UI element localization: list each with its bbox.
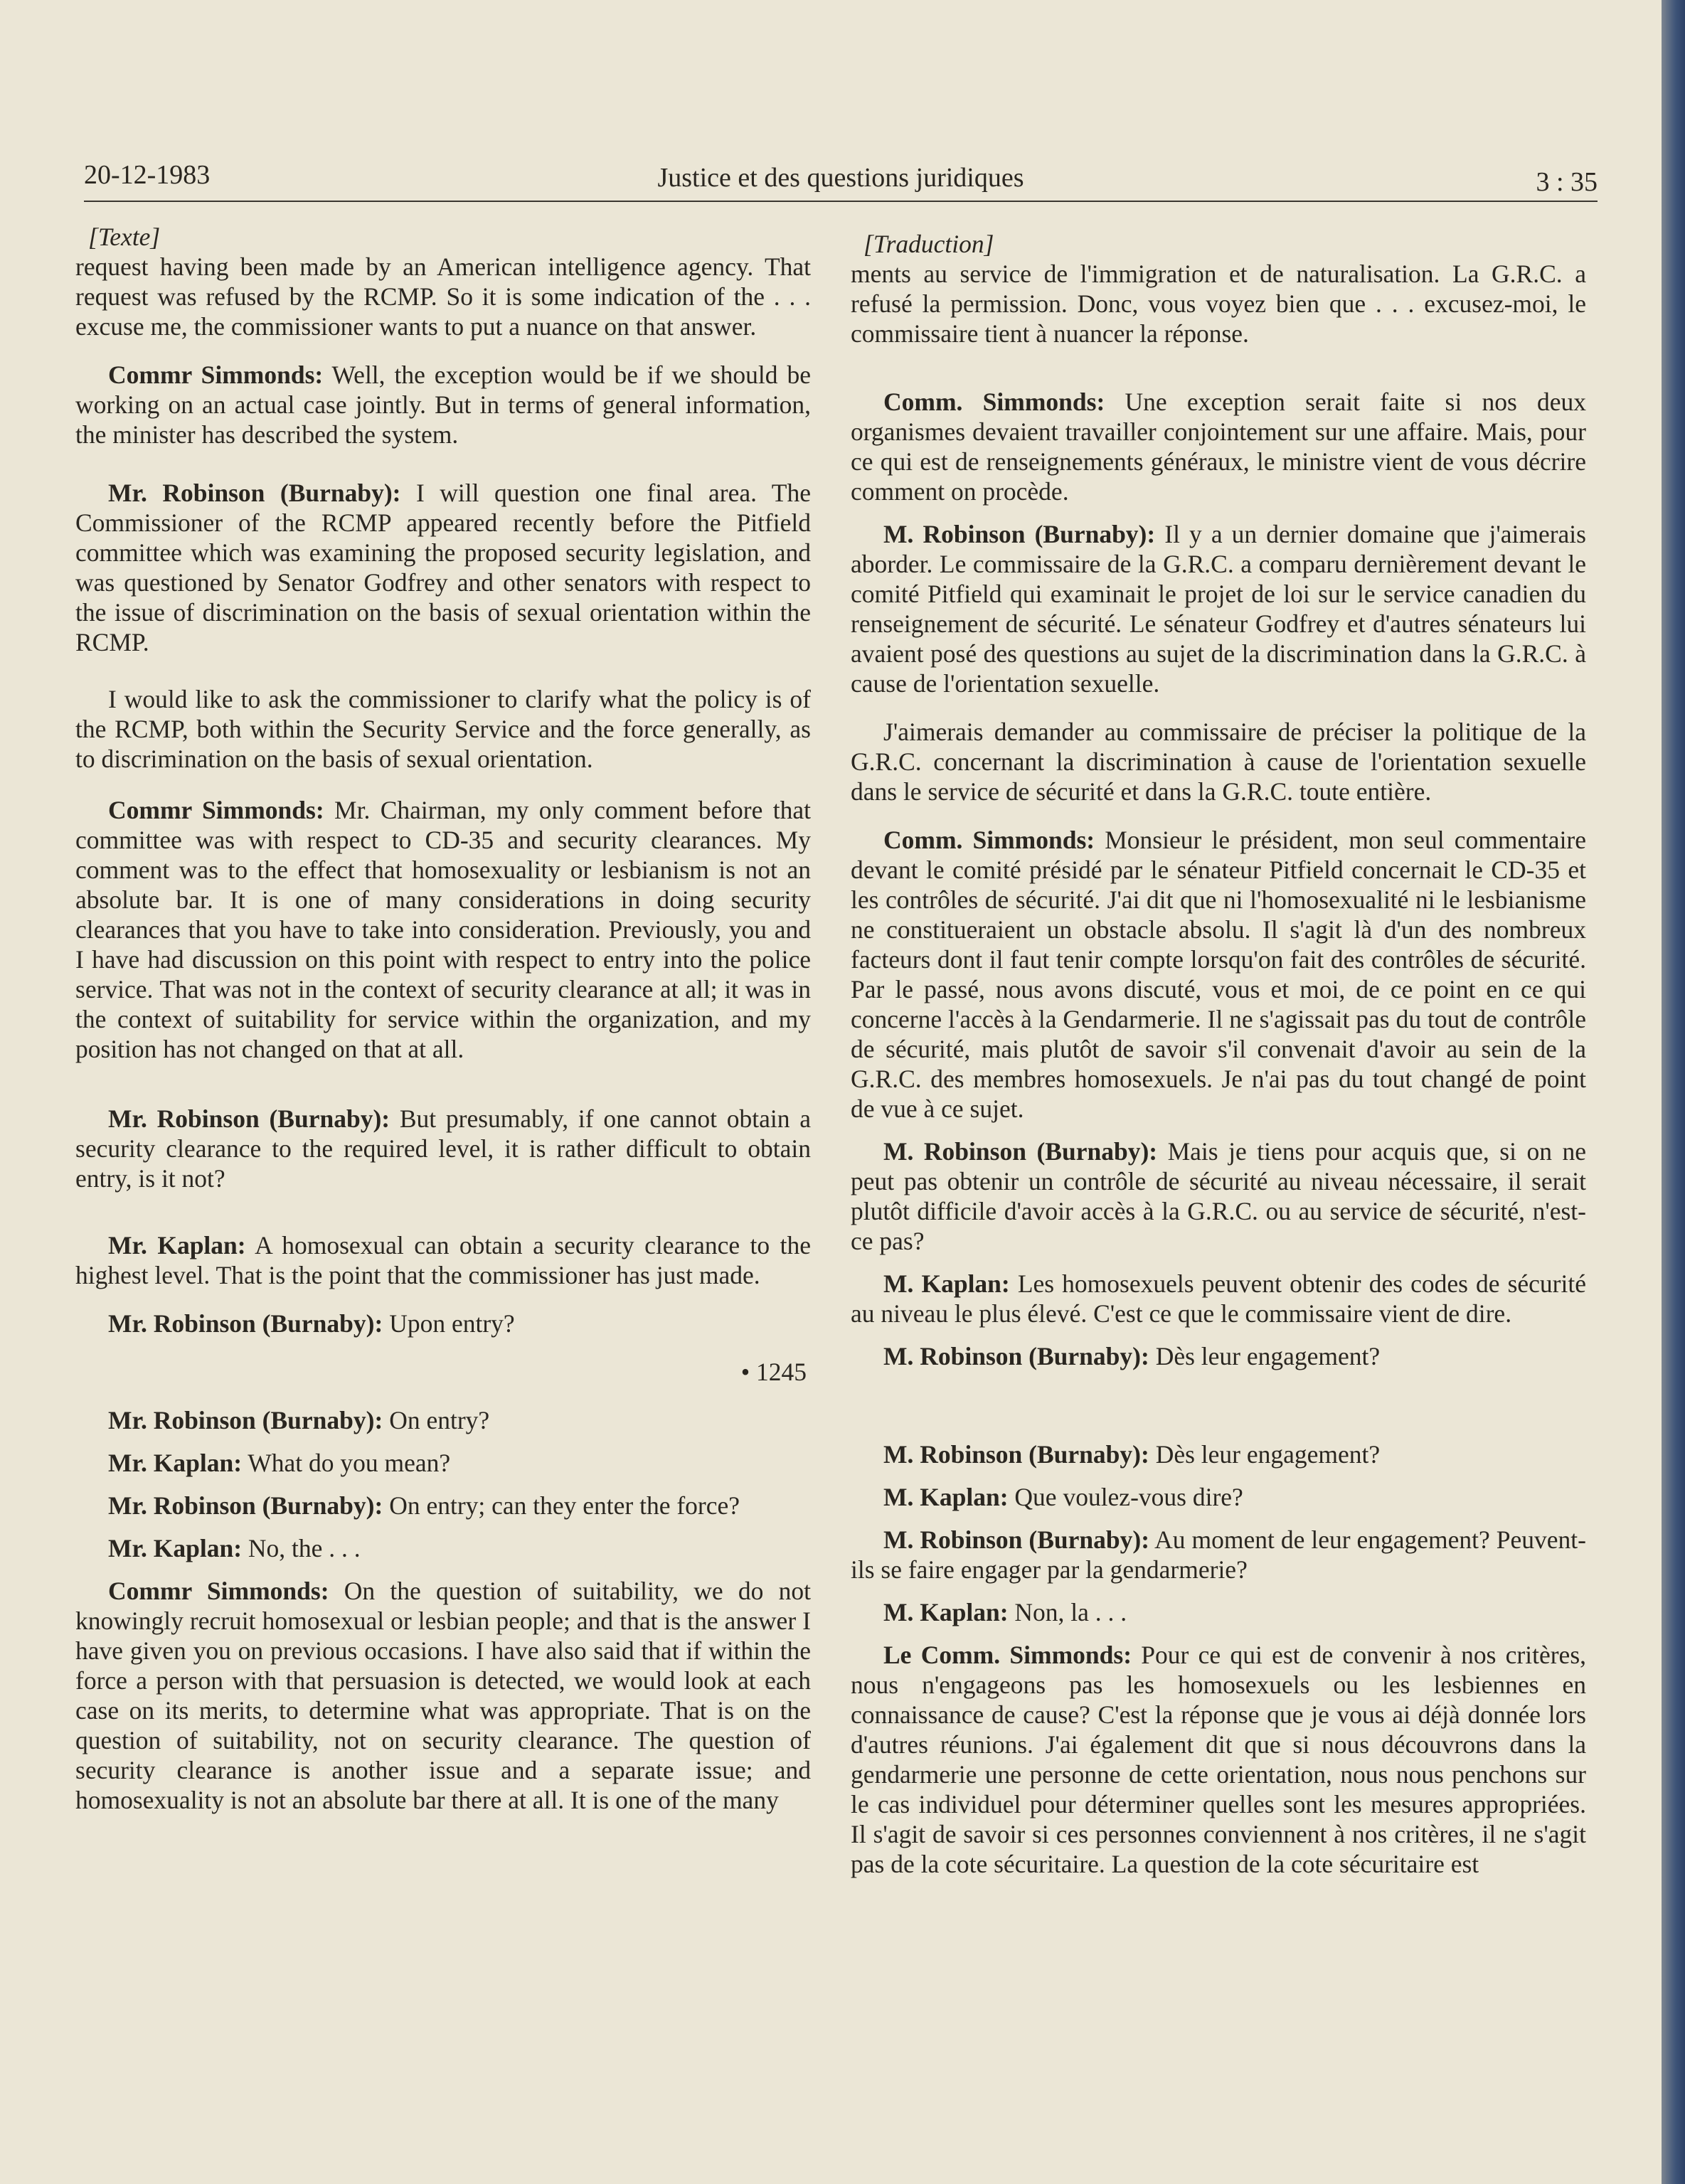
speaker-name: M. Robinson (Burnaby): bbox=[883, 1440, 1149, 1469]
paragraph bbox=[75, 1491, 811, 1520]
book-spine-edge bbox=[1662, 0, 1685, 2184]
speech-text: On the question of suitability, we do not knowingly recruit homosexual or lesbian people; and that is the answer I have given you on previous occasions. I have also said that if within the force a person with that persuasion is detected, we would look at each case on its merits, to determine what was appropriate. That is on the question of suitability, not on security clearance. The question of security clearance is another issue and a separate issue; and homosexuality is not an absolute bar there at all. It is one of the many bbox=[75, 1577, 811, 1814]
header-title: Justice et des questions juridiques bbox=[657, 163, 1024, 193]
paragraph bbox=[75, 1576, 811, 1815]
speaker-name: M. Kaplan: bbox=[883, 1269, 1010, 1298]
paragraph: request having been made by an American intelligence agency. That request was refused by the RCMP. So it is some indication of the . . . excuse me, the commissioner wants to put a nuance on that answer. bbox=[75, 252, 811, 341]
speech-text: Monsieur le président, mon seul commentaire devant le comité présidé par le sénateur Pitfield concernait le CD-35 et les contrôles de sécurité. J'ai dit que ni l'homosexualité ni le lesbianisme ne constitueraient un obstacle absolu. Il s'agit là d'un des nombreux facteurs dont il faut tenir compte lorsqu'on fait des contrôles de sécurité. Par le passé, nous avons discuté, vous et moi, de ce point en ce qui concerne l'accès à la Gendarmerie. Il ne s'agissait pas du tout de contrôle de sécurité, mais plutôt de savoir s'il convenait d'avoir au sein de la G.R.C. des membres homosexuels. Je n'ai pas du tout changé de point de vue à ce sujet. bbox=[851, 826, 1587, 1123]
header-page-number: 3 : 35 bbox=[1536, 167, 1598, 197]
speech-text: Une exception serait faite si nos deux organismes devaient travailler conjointement sur une affaire. Mais, pour ce qui est de renseignements généraux, le ministre vient de vous décrire comment on procède. bbox=[851, 388, 1586, 506]
paragraph: ments au service de l'immigration et de naturalisation. La G.R.C. a refusé la permission. Donc, vous voyez bien que . . . excusez-moi, le commissaire tient à nuancer la réponse. bbox=[851, 260, 1586, 348]
paragraph bbox=[851, 519, 1586, 698]
paragraph bbox=[75, 795, 811, 1064]
paragraph bbox=[851, 1269, 1586, 1328]
paragraph bbox=[851, 1341, 1586, 1371]
header-rule bbox=[84, 201, 1598, 202]
speech-text: I will question one final area. The Commissioner of the RCMP appeared recently before the Pitfield committee which was examining the proposed security legislation, and was questioned by Senator Godfrey and other senators with respect to the issue of discrimination on the basis of sexual orientation within the RCMP. bbox=[75, 479, 811, 656]
speech-text: Il y a un dernier domaine que j'aimerais aborder. Le commissaire de la G.R.C. a comparu dernièrement devant le comité Pitfield qui examinait le projet de loi sur le service canadien du renseignement de sécurité. Le sénateur Godfrey et d'autres sénateurs lui avaient posé des questions au sujet de la discrimination dans la G.R.C. à cause de l'orientation sexuelle. bbox=[851, 520, 1586, 698]
speech-text: What do you mean? bbox=[242, 1449, 451, 1477]
speech-text: Upon entry? bbox=[383, 1309, 515, 1338]
paragraph: J'aimerais demander au commissaire de préciser la politique de la G.R.C. concernant la discrimination à cause de l'orientation sexuelle dans le service de sécurité et dans la G.R.C. toute entière. bbox=[851, 718, 1586, 806]
paragraph bbox=[851, 1136, 1586, 1256]
speech-text: On entry? bbox=[383, 1406, 490, 1434]
speaker-name: Mr. Robinson (Burnaby): bbox=[108, 1309, 383, 1338]
paragraph bbox=[75, 1309, 811, 1338]
page-header bbox=[84, 156, 1598, 196]
paragraph bbox=[75, 1448, 811, 1478]
paragraph: I would like to ask the commissioner to clarify what the policy is of the RCMP, both within the Security Service and the force generally, as to discrimination on the basis of sexual orientation. bbox=[75, 685, 811, 773]
speaker-name: Mr. Kaplan: bbox=[108, 1534, 243, 1562]
paragraph bbox=[75, 1104, 811, 1193]
column-label: [Texte] bbox=[88, 223, 161, 251]
speaker-name: Mr. Robinson (Burnaby): bbox=[108, 1104, 390, 1133]
french-column bbox=[851, 229, 1586, 1879]
speech-text: But presumably, if one cannot obtain a security clearance to the required level, it is rather difficult to obtain entry, is it not? bbox=[75, 1104, 811, 1193]
paragraph bbox=[75, 1533, 811, 1563]
speech-text: Well, the exception would be if we should be working on an actual case jointly. But in terms of general information, the minister has described the system. bbox=[75, 361, 811, 449]
speech-text: Au moment de leur engagement? Peuvent-ils se faire engager par la gendarmerie? bbox=[851, 1525, 1586, 1584]
speaker-name: M. Robinson (Burnaby): bbox=[883, 520, 1156, 548]
speech-text: No, the . . . bbox=[242, 1534, 361, 1562]
speaker-name: Mr. Kaplan: bbox=[108, 1231, 246, 1259]
speaker-name: M. Robinson (Burnaby): bbox=[883, 1342, 1149, 1370]
paragraph bbox=[851, 1439, 1586, 1469]
paragraph bbox=[75, 1230, 811, 1290]
paragraph bbox=[851, 387, 1586, 506]
speaker-name: Mr. Robinson (Burnaby): bbox=[108, 1491, 383, 1520]
speaker-name: M. Robinson (Burnaby): bbox=[883, 1525, 1150, 1554]
speaker-name: Mr. Kaplan: bbox=[108, 1449, 243, 1477]
speaker-name: Comm. Simmonds: bbox=[883, 388, 1105, 416]
speech-text: Dès leur engagement? bbox=[1149, 1440, 1381, 1469]
english-column bbox=[75, 222, 811, 1815]
time-marker: • 1245 bbox=[740, 1358, 807, 1386]
speaker-name: Mr. Robinson (Burnaby): bbox=[108, 1406, 383, 1434]
column-label: [Traduction] bbox=[863, 230, 994, 258]
paragraph bbox=[851, 1597, 1586, 1627]
paragraph bbox=[75, 360, 811, 449]
paragraph bbox=[851, 1482, 1586, 1512]
speech-text: A homosexual can obtain a security clearance to the highest level. That is the point that the commissioner has just made. bbox=[75, 1231, 811, 1289]
speaker-name: M. Kaplan: bbox=[883, 1598, 1009, 1626]
speaker-name: M. Kaplan: bbox=[883, 1483, 1009, 1511]
speech-text: Dès leur engagement? bbox=[1149, 1342, 1381, 1370]
speech-text: Non, la . . . bbox=[1008, 1598, 1127, 1626]
speaker-name: Le Comm. Simmonds: bbox=[883, 1641, 1132, 1669]
speaker-name: Mr. Robinson (Burnaby): bbox=[108, 479, 401, 507]
paragraph bbox=[851, 825, 1586, 1124]
speaker-name: Commr Simmonds: bbox=[108, 1577, 329, 1605]
header-date: 20-12-1983 bbox=[84, 160, 211, 190]
paragraph bbox=[851, 1525, 1586, 1584]
paragraph bbox=[75, 1405, 811, 1435]
speech-text: On entry; can they enter the force? bbox=[383, 1491, 740, 1520]
speaker-name: M. Robinson (Burnaby): bbox=[883, 1137, 1158, 1166]
speaker-name: Commr Simmonds: bbox=[108, 361, 324, 389]
speech-text: Les homosexuels peuvent obtenir des codes de sécurité au niveau le plus élevé. C'est ce que le commissaire vient de dire. bbox=[851, 1269, 1586, 1328]
speech-text: Pour ce qui est de convenir à nos critères, nous n'engageons pas les homosexuels ou les lesbiennes en connaissance de cause? C'est la réponse que je vous ai déjà donnée lors d'autres réunions. J'ai également dit que si nous découvrons dans la gendarmerie une personne de cette orientation, nous nous penchons sur le cas individuel pour déterminer quelles sont les mesures appropriées. Il s'agit de savoir si ces personnes conviennent à nos critères, il ne s'agit pas de la cote sécuritaire. La question de la cote sécuritaire est bbox=[851, 1641, 1587, 1878]
paragraph bbox=[75, 478, 811, 657]
speech-text: Mr. Chairman, my only comment before that committee was with respect to CD-35 and security clearances. My comment was to the effect that homosexuality or lesbianism is not an absolute bar. It is one of many considerations in doing security clearances that you have to take into consideration. Previously, you and I have had discussion on this point with respect to entry into the police service. That was not in the context of security clearance at all; it was in the context of suitability for service within the organization, and my position has not changed on that at all. bbox=[75, 796, 811, 1063]
paragraph bbox=[851, 1640, 1586, 1879]
speech-text: Mais je tiens pour acquis que, si on ne peut pas obtenir un contrôle de sécurité au niveau nécessaire, il serait plutôt difficile d'avoir accès à la G.R.C. ou au service de sécurité, n'est-ce pas? bbox=[851, 1137, 1586, 1255]
speaker-name: Comm. Simmonds: bbox=[883, 826, 1095, 854]
speaker-name: Commr Simmonds: bbox=[108, 796, 324, 824]
speech-text: Que voulez-vous dire? bbox=[1008, 1483, 1243, 1511]
